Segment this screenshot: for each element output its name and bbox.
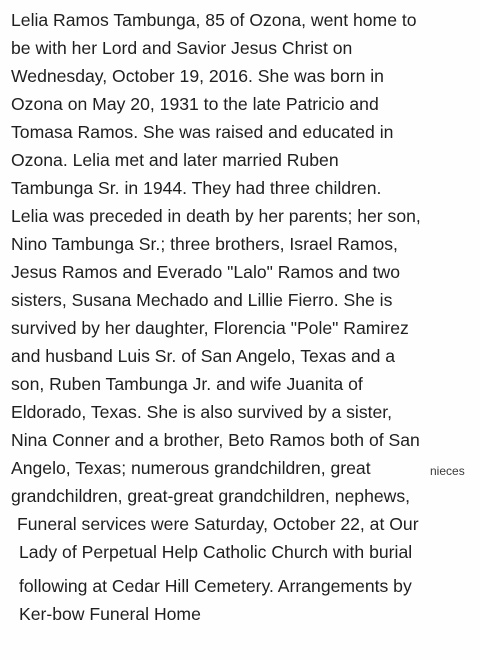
text-line-10: Jesus Ramos and Everado "Lalo" Ramos and two bbox=[11, 262, 401, 282]
text-line-16: Nina Conner and a brother, Beto Ramos both of San bbox=[11, 430, 420, 450]
text-fragment-nieces: nieces bbox=[430, 464, 465, 478]
text-line-20: Lady of Perpetual Help Catholic Church with burial bbox=[19, 542, 413, 562]
text-line-7: Tambunga Sr. in 1944. They had three children. bbox=[11, 178, 382, 198]
text-line-1: Lelia Ramos Tambunga, 85 of Ozona, went home to bbox=[11, 10, 417, 30]
text-line-19: Funeral services were Saturday, October 22, at Our bbox=[17, 514, 419, 534]
text-line-15: Eldorado, Texas. She is also survived by a sister, bbox=[11, 402, 393, 422]
text-line-21: following at Cedar Hill Cemetery. Arrangements by bbox=[19, 576, 412, 596]
text-line-5: Tomasa Ramos. She was raised and educated in bbox=[11, 122, 394, 142]
text-line-11: sisters, Susana Mechado and Lillie Fierro. She is bbox=[11, 290, 393, 310]
text-line-12: survived by her daughter, Florencia "Pole" Ramirez bbox=[11, 318, 409, 338]
text-line-22: Ker-bow Funeral Home bbox=[19, 604, 201, 624]
text-line-13: and husband Luis Sr. of San Angelo, Texas and a bbox=[11, 346, 396, 366]
text-line-17: Angelo, Texas; numerous grandchildren, great bbox=[11, 458, 371, 478]
text-line-2: be with her Lord and Savior Jesus Christ on bbox=[11, 38, 353, 58]
text-line-4: Ozona on May 20, 1931 to the late Patricio and bbox=[11, 94, 379, 114]
text-line-14: son, Ruben Tambunga Jr. and wife Juanita of bbox=[11, 374, 363, 394]
text-line-18: grandchildren, great-great grandchildren, nephews, bbox=[11, 486, 411, 506]
text-line-9: Nino Tambunga Sr.; three brothers, Israel Ramos, bbox=[11, 234, 398, 254]
text-line-3: Wednesday, October 19, 2016. She was born in bbox=[11, 66, 384, 86]
text-line-8: Lelia was preceded in death by her parents; her son, bbox=[11, 206, 421, 226]
text-line-6: Ozona. Lelia met and later married Ruben bbox=[11, 150, 339, 170]
